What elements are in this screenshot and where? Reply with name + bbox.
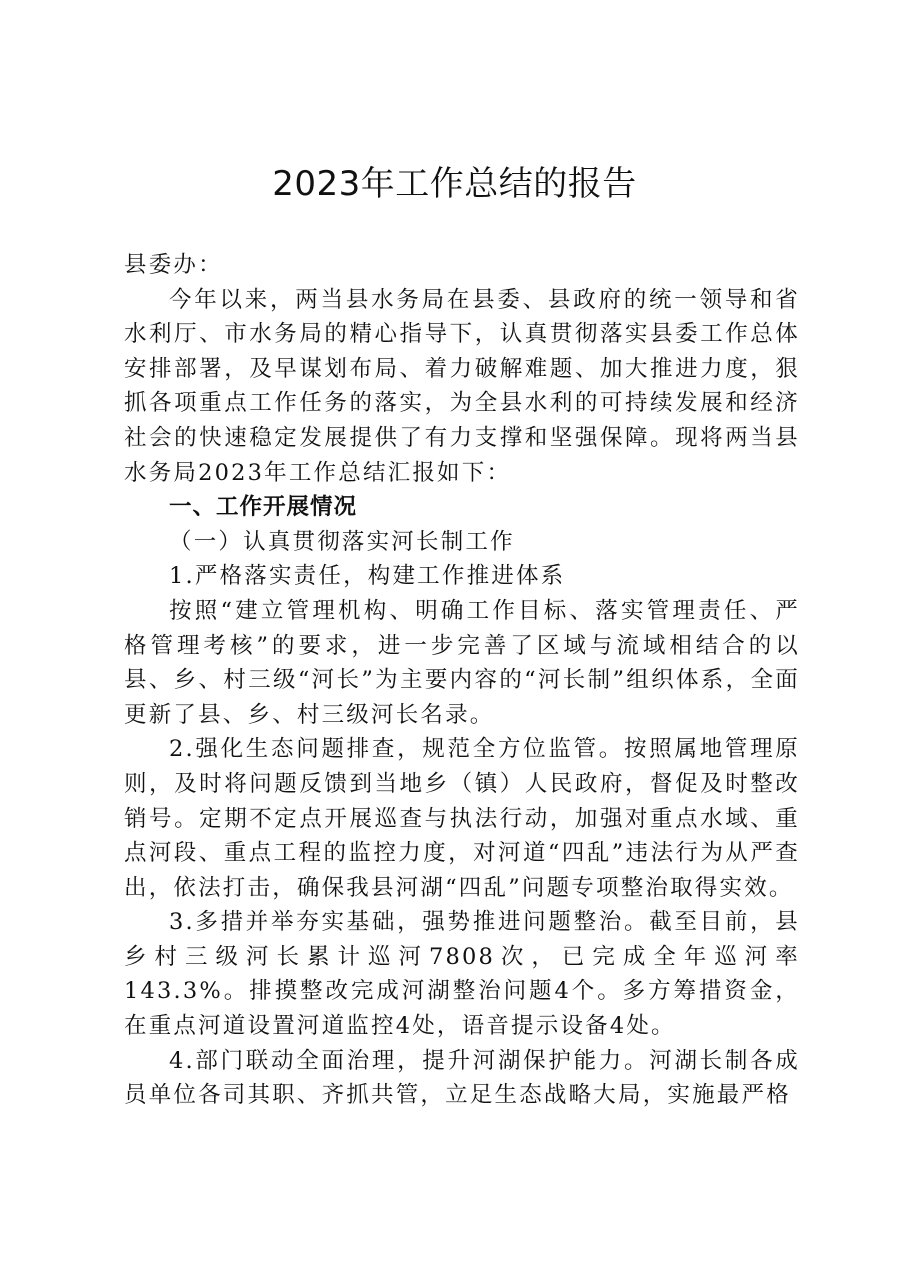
item2-paragraph: 2.强化生态问题排查，规范全方位监管。按照属地管理原则，及时将问题反馈到当地乡（镇）人民政府，督促及时整改销号。定期不定点开展巡查与执法行动，加强对重点水域、重点河段、重点工程的监控力度，对河道“四乱”违法行为从严查出，依法打击，确保我县河湖“四乱”问题专项整治取得实效。	[124, 736, 800, 901]
item1-body-paragraph: 按照“建立管理机构、明确工作目标、落实管理责任、严格管理考核”的要求，进一步完善了区域与流域相结合的以县、乡、村三级“河长”为主要内容的“河长制”组织体系，全面更新了县、乡、村三级河长名录。	[124, 597, 800, 728]
item4-paragraph: 4.部门联动全面治理，提升河湖保护能力。河湖长制各成员单位各司其职、齐抓共管，立足生态战略大局，实施最严格	[124, 1047, 800, 1109]
salutation: 县委办：	[124, 252, 223, 278]
item3-paragraph: 3.多措并举夯实基础，强势推进问题整治。截至目前，县乡村三级河长累计巡河7808次，已完成全年巡河率143.3%。排摸整改完成河湖整治问题4个。多方筹措资金，在重点河道设置河道监控4处，语音提示设备4处。	[124, 909, 800, 1040]
item1-heading: 1.严格落实责任，构建工作推进体系	[169, 563, 566, 590]
intro-paragraph: 今年以来，两当县水务局在县委、县政府的统一领导和省水利厅、市水务局的精心指导下，认真贯彻落实县委工作总体安排部署，及早谋划布局、着力破解难题、加大推进力度，狠抓各项重点工作任务的落实，为全县水利的可持续发展和经济社会的快速稳定发展提供了有力支撑和坚强保障。现将两当县水务局2023年工作总结汇报如下：	[124, 286, 800, 486]
section-heading-work-status: 一、工作开展情况	[169, 494, 358, 521]
document-body	[124, 248, 800, 1113]
document-title: 2023年工作总结的报告	[272, 164, 637, 204]
subsection-heading-river-chief: （一）认真贯彻落实河长制工作	[169, 528, 515, 555]
